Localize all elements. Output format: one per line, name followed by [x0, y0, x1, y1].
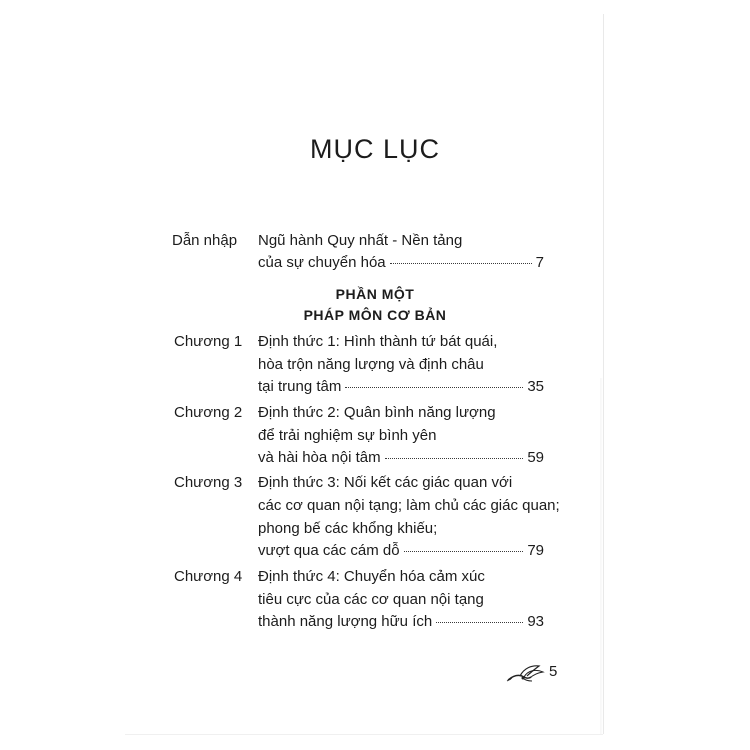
chapter-line: phong bế các khổng khiếu;	[258, 520, 438, 537]
page-edge	[600, 378, 603, 734]
dot-leader	[385, 458, 524, 459]
page-number: 5	[549, 663, 558, 680]
chapter-page-number: 93	[527, 613, 544, 630]
chapter-entry-leader[interactable]	[258, 378, 544, 396]
chapter-page-number: 79	[527, 542, 544, 559]
chapter-line: tại trung tâm	[258, 378, 342, 395]
chapter-line: các cơ quan nội tạng; làm chủ các giác quan;	[258, 497, 560, 514]
intro-line: Ngũ hành Quy nhất - Nền tảng	[258, 232, 463, 249]
chapter-line: Định thức 1: Hình thành tứ bát quái,	[258, 333, 498, 350]
chapter-line: Định thức 4: Chuyển hóa cảm xúc	[258, 568, 485, 585]
chapter-line: hòa trộn năng lượng và định châu	[258, 356, 484, 373]
chapter-entry-leader[interactable]	[258, 542, 544, 560]
chapter-line: tiêu cực của các cơ quan nội tạng	[258, 591, 484, 608]
dot-leader	[345, 387, 523, 388]
chapter-label: Chương 3	[174, 474, 243, 491]
chapter-line: và hài hòa nội tâm	[258, 449, 381, 466]
chapter-page-number: 59	[527, 449, 544, 466]
chapter-page-number: 35	[527, 378, 544, 395]
part-heading: PHẦN MỘT	[335, 286, 415, 302]
chapter-entry-leader[interactable]	[258, 613, 544, 631]
dot-leader	[404, 551, 524, 552]
dot-leader	[390, 263, 532, 264]
dot-leader	[436, 622, 523, 623]
part-subheading: PHÁP MÔN CƠ BẢN	[303, 307, 447, 323]
chapter-label: Chương 2	[174, 404, 243, 421]
chapter-line: Định thức 2: Quân bình năng lượng	[258, 404, 496, 421]
intro-line: của sự chuyển hóa	[258, 254, 386, 271]
page-title: MỤC LỤC	[309, 134, 440, 164]
chapter-line: để trải nghiệm sự bình yên	[258, 427, 437, 444]
intro-page-number: 7	[535, 254, 544, 271]
intro-entry-leader[interactable]	[258, 254, 544, 272]
intro-label: Dẫn nhập	[172, 232, 238, 249]
chapter-line: vượt qua các cám dỗ	[258, 542, 400, 559]
chapter-line: Định thức 3: Nối kết các giác quan với	[258, 474, 513, 491]
flying-crane-icon	[506, 660, 546, 686]
chapter-entry-leader[interactable]	[258, 449, 544, 467]
chapter-label: Chương 1	[174, 333, 243, 350]
chapter-label: Chương 4	[174, 568, 243, 585]
chapter-line: thành năng lượng hữu ích	[258, 613, 433, 630]
